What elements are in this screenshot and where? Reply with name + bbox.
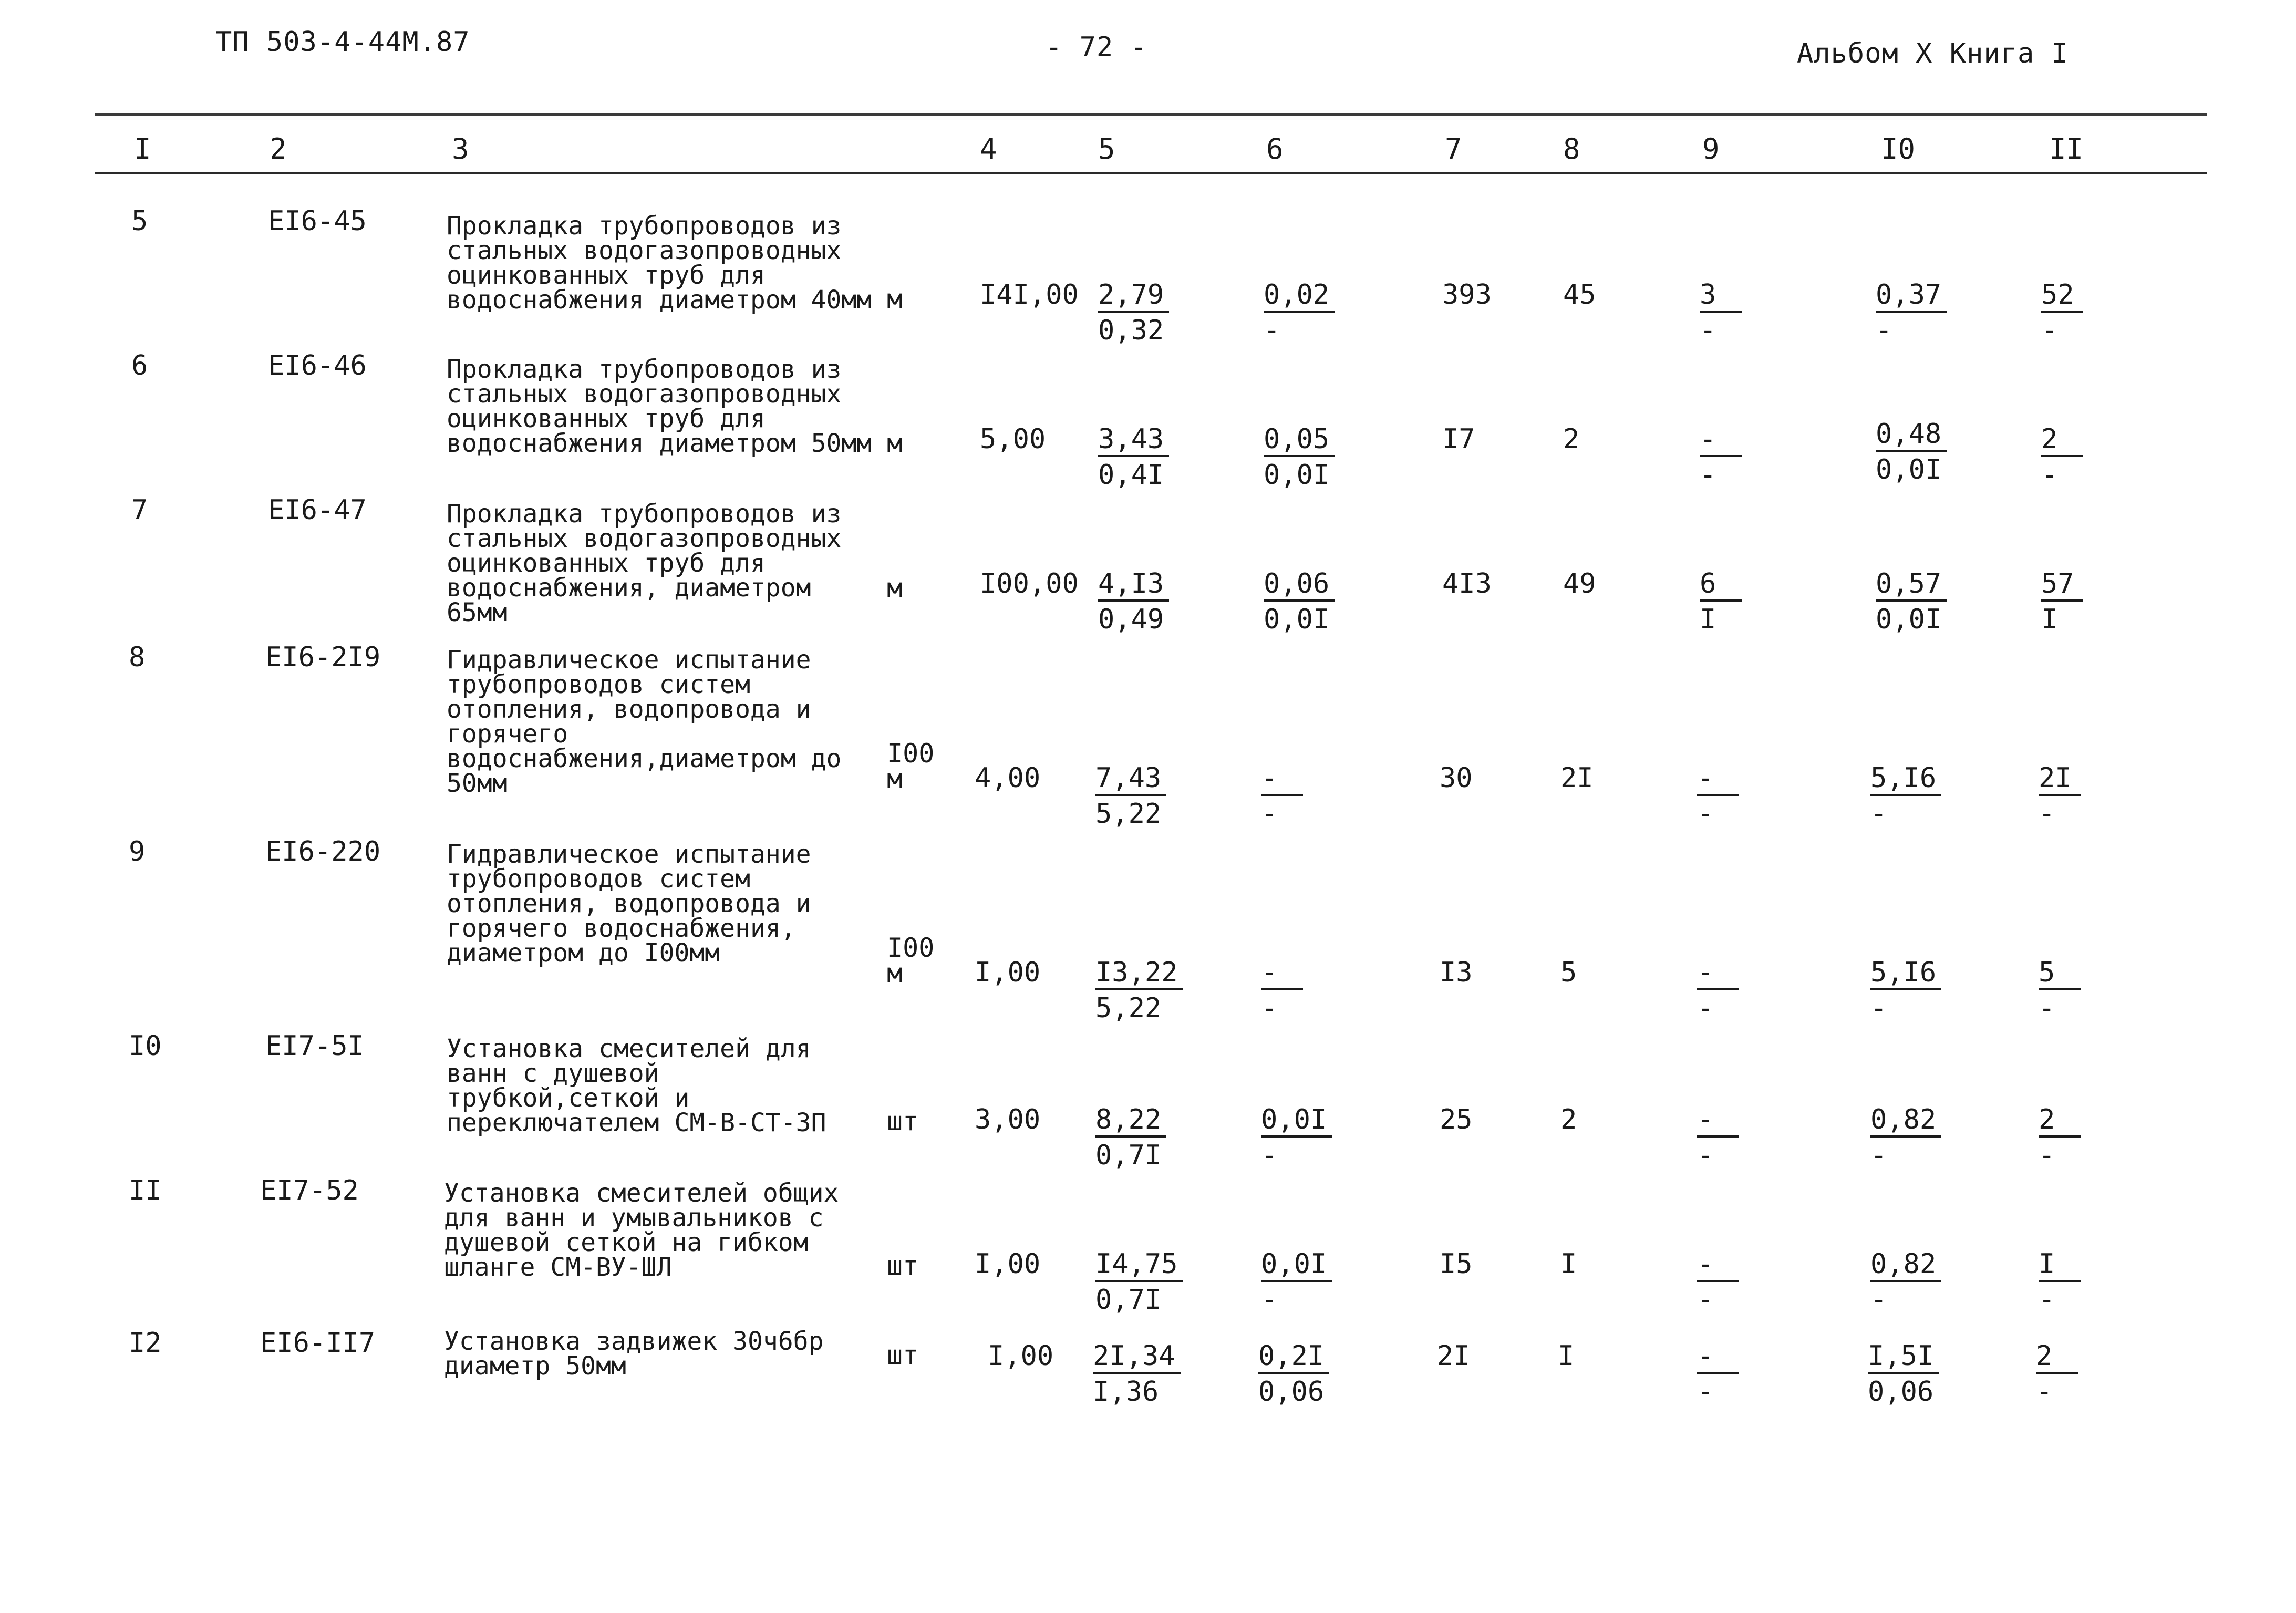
col5-value [1098, 570, 1169, 633]
col5-den: 0,4I [1098, 459, 1164, 491]
col5-value [1095, 1250, 1183, 1314]
col6-num: 0,05 [1264, 426, 1335, 457]
col8-value: 45 [1563, 279, 1596, 311]
album-book: Альбом X Книга I [1797, 38, 2069, 69]
top-rule [95, 113, 2207, 116]
col6-den: - [1261, 1284, 1278, 1316]
col8-value: 49 [1563, 568, 1596, 599]
col6-den: 0,0I [1264, 459, 1330, 491]
unit: м [887, 573, 903, 603]
col6-value [1264, 281, 1335, 344]
col9-value [1697, 764, 1739, 828]
col10-num: 0,48 [1876, 420, 1947, 452]
unit: I00 м [887, 738, 935, 794]
col9-num: - [1697, 1106, 1739, 1138]
col10-num: 0,57 [1876, 570, 1947, 602]
row-number: I2 [129, 1327, 162, 1359]
col5-num: 2I,34 [1093, 1342, 1181, 1374]
col11-num: 2 [2039, 1106, 2081, 1138]
col10-num: 5,I6 [1870, 764, 1941, 796]
col9-value [1700, 423, 1742, 491]
col10-num: 5,I6 [1870, 959, 1941, 990]
unit: шт [887, 1250, 919, 1281]
col9-value [1700, 570, 1742, 633]
col10-value [1876, 570, 1947, 633]
quantity: I,00 [988, 1340, 1054, 1372]
col-header-3: 3 [452, 132, 469, 166]
col6-num: 0,2I [1258, 1342, 1329, 1374]
row-number: 7 [131, 494, 148, 526]
col10-den: 0,0I [1876, 604, 1942, 635]
col10-num: 0,82 [1870, 1250, 1941, 1282]
col9-num: 6 [1700, 570, 1742, 602]
quantity: I,00 [975, 1248, 1041, 1280]
col9-value [1697, 1250, 1739, 1314]
work-description: Прокладка трубопроводов из стальных водогазопроводных оцинкованных труб для водоснабжения диаметром 40мм [447, 211, 872, 315]
quantity: 5,00 [980, 423, 1046, 455]
col5-value [1098, 281, 1169, 344]
rate-code: EI6-II7 [260, 1327, 376, 1359]
col10-num: 0,37 [1876, 281, 1947, 313]
col7-value: I3 [1440, 957, 1473, 988]
col5-value [1095, 959, 1183, 1022]
col7-value: 30 [1440, 762, 1473, 794]
col10-den: 0,0I [1876, 454, 1942, 485]
col11-den: - [2039, 992, 2055, 1024]
col6-value [1261, 959, 1303, 1022]
col6-value [1261, 1250, 1332, 1314]
rate-code: EI7-5I [265, 1030, 364, 1062]
col-header-8: 8 [1563, 132, 1580, 166]
rate-code: EI7-52 [260, 1175, 359, 1206]
col11-num: 52 [2041, 281, 2083, 313]
doc-code: ТП 503-4-44М.87 [215, 26, 470, 58]
col5-num: 2,79 [1098, 281, 1169, 313]
col-header-5: 5 [1098, 132, 1115, 166]
col11-den: - [2041, 459, 2058, 491]
col5-num: 8,22 [1095, 1106, 1166, 1138]
col5-den: 5,22 [1095, 798, 1162, 830]
col10-value [1870, 1106, 1941, 1169]
quantity: I00,00 [980, 568, 1079, 599]
col6-den: 0,06 [1258, 1376, 1325, 1408]
row-number: 5 [131, 205, 148, 237]
col-header-2: 2 [270, 132, 287, 166]
col7-value: 25 [1440, 1104, 1473, 1135]
col-header-9: 9 [1702, 132, 1720, 166]
col-header-7: 7 [1445, 132, 1462, 166]
col8-value: I [1560, 1248, 1577, 1280]
col9-num: - [1697, 764, 1739, 796]
col6-num: 0,0I [1261, 1250, 1332, 1282]
page-number: - 72 - [1046, 32, 1147, 63]
col11-value [2041, 423, 2083, 491]
col6-den: - [1261, 1140, 1278, 1171]
col10-den: - [1870, 992, 1887, 1024]
col5-den: 0,32 [1098, 315, 1164, 346]
rate-code: EI6-2I9 [265, 642, 381, 673]
col10-den: - [1870, 798, 1887, 830]
col7-value: 2I [1437, 1340, 1470, 1372]
col7-value: 4I3 [1442, 568, 1492, 599]
col9-value [1700, 281, 1742, 344]
col9-num: - [1700, 426, 1742, 457]
col9-den: I [1700, 604, 1716, 635]
col6-value [1261, 1106, 1332, 1169]
col9-den: - [1697, 1140, 1714, 1171]
rate-code: EI6-45 [268, 205, 367, 237]
work-description: Прокладка трубопроводов из стальных водогазопроводных оцинкованных труб для водоснабжения, диаметром 65мм [447, 499, 842, 627]
col9-den: - [1697, 798, 1714, 830]
col10-den: - [1870, 1140, 1887, 1171]
col6-num: 0,02 [1264, 281, 1335, 313]
col5-den: 0,7I [1095, 1284, 1162, 1316]
col5-num: I3,22 [1095, 959, 1183, 990]
quantity: 4,00 [975, 762, 1041, 794]
col10-value [1870, 1250, 1941, 1314]
col9-value [1697, 1106, 1739, 1169]
col-header-6: 6 [1266, 132, 1284, 166]
col11-den: - [2039, 798, 2055, 830]
work-description: Гидравлическое испытание трубопроводов систем отопления, водопровода и горячего водоснабжения,диаметром до 50мм [447, 645, 842, 798]
col8-value: 2 [1563, 423, 1580, 455]
unit: шт [887, 1106, 919, 1136]
unit: м [887, 284, 903, 314]
col11-value [2036, 1340, 2078, 1408]
row-number: 8 [129, 642, 146, 673]
row-number: II [129, 1175, 162, 1206]
col5-num: I4,75 [1095, 1250, 1183, 1282]
quantity: 3,00 [975, 1104, 1041, 1135]
col8-value: 5 [1560, 957, 1577, 988]
work-description: Гидравлическое испытание трубопроводов систем отопления, водопровода и горячего водоснабжения, диаметром до I00мм [447, 840, 811, 968]
col11-value [2039, 1250, 2081, 1314]
col7-value: 393 [1442, 279, 1492, 311]
col9-num: - [1697, 1250, 1739, 1282]
col10-value [1876, 281, 1947, 344]
col6-num: 0,0I [1261, 1106, 1332, 1138]
work-description: Установка задвижек 30ч6бр диаметр 50мм [444, 1327, 824, 1381]
col9-den: - [1700, 459, 1716, 491]
col6-value [1258, 1340, 1329, 1408]
col10-value [1868, 1340, 1939, 1408]
row-number: 9 [129, 836, 146, 867]
col10-den: - [1876, 315, 1892, 346]
row-number: I0 [129, 1030, 162, 1062]
header-rule [95, 172, 2207, 174]
col10-value [1870, 959, 1941, 1022]
row-number: 6 [131, 350, 148, 381]
col11-num: 2I [2039, 764, 2081, 796]
col9-num: 3 [1700, 281, 1742, 313]
col6-value [1264, 423, 1335, 491]
col11-num: 57 [2041, 570, 2083, 602]
col5-den: 0,49 [1098, 604, 1164, 635]
col-header-1: I [134, 132, 151, 166]
col11-den: - [2036, 1376, 2053, 1408]
col10-num: 0,82 [1870, 1106, 1941, 1138]
col7-value: I5 [1440, 1248, 1473, 1280]
col6-num: - [1261, 959, 1303, 990]
col5-value [1098, 423, 1169, 491]
unit: м [887, 428, 903, 459]
col-header-10: I0 [1881, 132, 1916, 166]
col6-num: - [1261, 764, 1303, 796]
col9-num: - [1697, 959, 1739, 990]
quantity: I4I,00 [980, 279, 1079, 311]
col6-den: - [1261, 798, 1278, 830]
unit: I00 м [887, 933, 935, 988]
col6-den: - [1261, 992, 1278, 1024]
col5-value [1095, 764, 1166, 828]
col11-num: 5 [2039, 959, 2081, 990]
col5-den: 0,7I [1095, 1140, 1162, 1171]
col11-value [2041, 570, 2083, 633]
unit: шт [887, 1340, 919, 1370]
rate-code: EI6-47 [268, 494, 367, 526]
col5-num: 4,I3 [1098, 570, 1169, 602]
col11-den: - [2041, 315, 2058, 346]
col8-value: I [1558, 1340, 1575, 1372]
col11-num: 2 [2041, 426, 2083, 457]
rate-code: EI6-46 [268, 350, 367, 381]
work-description: Установка смесителей общих для ванн и умывальников с душевой сеткой на гибком шланге СМ-ВУ-ШЛ [444, 1178, 839, 1282]
col10-den: - [1870, 1284, 1887, 1316]
col9-num: - [1697, 1342, 1739, 1374]
col11-num: 2 [2036, 1342, 2078, 1374]
col9-value [1697, 959, 1739, 1022]
col11-value [2041, 281, 2083, 344]
col11-den: - [2039, 1140, 2055, 1171]
col6-value [1261, 764, 1303, 828]
col11-value [2039, 1106, 2081, 1169]
col5-den: 5,22 [1095, 992, 1162, 1024]
col5-den: I,36 [1093, 1376, 1159, 1408]
col6-den: - [1264, 315, 1280, 346]
col11-num: I [2039, 1250, 2081, 1282]
quantity: I,00 [975, 957, 1041, 988]
col5-value [1093, 1340, 1181, 1408]
rate-code: EI6-220 [265, 836, 381, 867]
col10-value [1870, 764, 1941, 828]
col9-den: - [1697, 1284, 1714, 1316]
col9-value [1697, 1340, 1739, 1408]
work-description: Прокладка трубопроводов из стальных водогазопроводных оцинкованных труб для водоснабжения диаметром 50мм [447, 355, 872, 458]
col9-den: - [1697, 992, 1714, 1024]
col11-den: I [2041, 604, 2058, 635]
col7-value: I7 [1442, 423, 1475, 455]
col5-value [1095, 1106, 1166, 1169]
col-header-4: 4 [980, 132, 997, 166]
col11-value [2039, 959, 2081, 1022]
col5-num: 7,43 [1095, 764, 1166, 796]
col6-den: 0,0I [1264, 604, 1330, 635]
col9-den: - [1697, 1376, 1714, 1408]
col10-num: I,5I [1868, 1342, 1939, 1374]
col5-num: 3,43 [1098, 426, 1169, 457]
work-description: Установка смесителей для ванн с душевой трубкой,сеткой и переключателем СМ-В-СТ-ЗП [447, 1034, 826, 1138]
col11-value [2039, 764, 2081, 828]
col6-num: 0,06 [1264, 570, 1335, 602]
col9-den: - [1700, 315, 1716, 346]
col6-value [1264, 570, 1335, 633]
col-header-11: II [2049, 132, 2084, 166]
col8-value: 2I [1560, 762, 1594, 794]
col8-value: 2 [1560, 1104, 1577, 1135]
col10-value [1876, 420, 1947, 483]
col10-den: 0,06 [1868, 1376, 1934, 1408]
col11-den: - [2039, 1284, 2055, 1316]
